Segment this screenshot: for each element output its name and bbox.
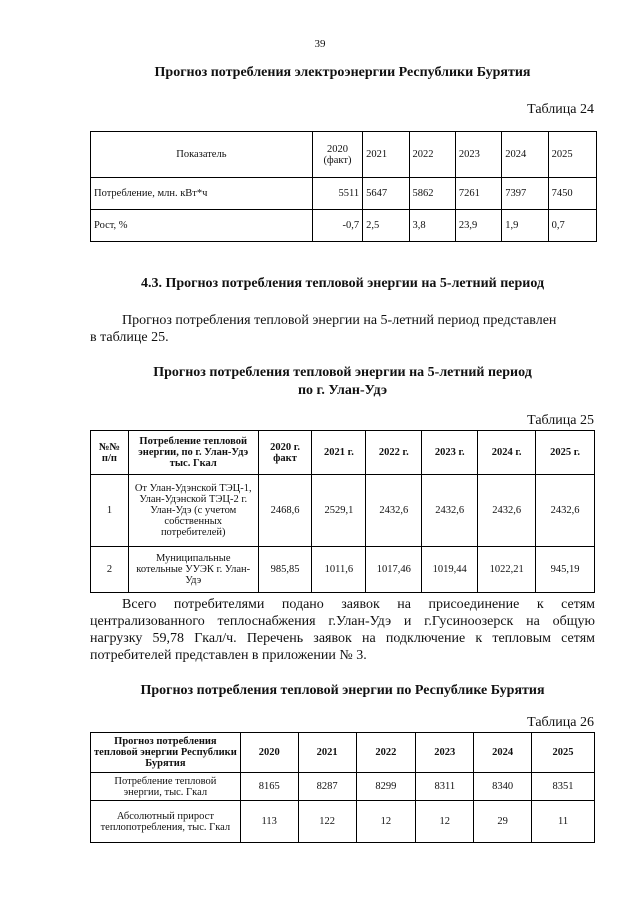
table-24-header-cell: 2023	[455, 132, 501, 178]
table-cell: 29	[474, 801, 532, 843]
table-cell: 1011,6	[312, 547, 366, 593]
table-cell: 7450	[548, 178, 596, 210]
table-24-header-cell: 2025	[548, 132, 596, 178]
table-25-header-cell: 2022 г.	[366, 431, 422, 475]
table-cell: 2529,1	[312, 475, 366, 547]
table-cell: 1022,21	[478, 547, 536, 593]
page-number: 39	[314, 38, 326, 50]
table-cell: 985,85	[258, 547, 312, 593]
title-line: Прогноз потребления тепловой энергии на 5-летний период	[153, 365, 532, 380]
table-cell: 7397	[502, 178, 548, 210]
table-26-header-cell: 2022	[356, 733, 416, 773]
table-26	[90, 732, 595, 843]
table-cell: 12	[416, 801, 474, 843]
table-cell: 1017,46	[366, 547, 422, 593]
table-24-header-cell: 2022	[409, 132, 455, 178]
table-cell: 2432,6	[422, 475, 478, 547]
table-cell: 8311	[416, 773, 474, 801]
table-cell: 0,7	[548, 210, 596, 242]
table-cell: 8165	[240, 773, 298, 801]
table-cell: Потребление, млн. кВт*ч	[91, 178, 313, 210]
table-cell: 8351	[532, 773, 595, 801]
table-cell: 122	[298, 801, 356, 843]
paragraph-line: нагрузку 59,78 Гкал/ч. Перечень заявок на подключение к тепловым сетям	[90, 631, 595, 646]
paragraph-line: Всего потребителями подано заявок на присоединение к сетям	[122, 597, 595, 612]
table-cell: 11	[532, 801, 595, 843]
table-24-header-cell: 2024	[502, 132, 548, 178]
table-cell: Абсолютный прирост теплопотребления, тыс. Гкал	[91, 801, 241, 843]
applications-paragraph	[90, 596, 595, 664]
table-25-header-cell: 2024 г.	[478, 431, 536, 475]
table-25-header-row	[91, 431, 595, 475]
table-cell: 2432,6	[366, 475, 422, 547]
table-cell: -0,7	[312, 210, 362, 242]
paragraph-line: потребителей представлен в приложении № 3.	[90, 648, 367, 663]
table-cell: Потребление тепловой энергии, тыс. Гкал	[91, 773, 241, 801]
table-row	[91, 178, 597, 210]
table-24	[90, 131, 597, 242]
paragraph-line: централизованного теплоснабжения г.Улан-Удэ и г.Гусиноозерск на общую	[90, 614, 595, 629]
heat-forecast-ulan-ude-title	[90, 364, 595, 400]
table-row	[91, 547, 595, 593]
table-cell: 2468,6	[258, 475, 312, 547]
table-26-header-cell: 2023	[416, 733, 474, 773]
intro-line: в таблице 25.	[90, 330, 169, 345]
table-25	[90, 430, 595, 593]
intro-line: Прогноз потребления тепловой энергии на 5-летний период представлен	[122, 313, 557, 328]
table-cell: От Улан-Удэнской ТЭЦ-1, Улан-Удэнской ТЭЦ-2 г. Улан-Удэ (с учетом собственных потребителей)	[128, 475, 258, 547]
electricity-forecast-title: Прогноз потребления электроэнергии Республики Бурятия	[154, 65, 531, 80]
table-26-header-cell: 2025	[532, 733, 595, 773]
table-cell: Рост, %	[91, 210, 313, 242]
table-cell: 5862	[409, 178, 455, 210]
table-cell: 2432,6	[478, 475, 536, 547]
table-cell: Муниципальные котельные УУЭК г. Улан-Удэ	[128, 547, 258, 593]
table-cell: 1,9	[502, 210, 548, 242]
table-26-header-cell: Прогноз потребления тепловой энергии Республики Бурятия	[91, 733, 241, 773]
title-line: по г. Улан-Удэ	[297, 383, 388, 398]
table-25-header-cell: 2025 г.	[536, 431, 595, 475]
table-24-header-row	[91, 132, 597, 178]
table-cell: 8299	[356, 773, 416, 801]
table-24-header-cell: Показатель	[91, 132, 313, 178]
table-cell: 2,5	[363, 210, 409, 242]
table-24-header-cell: 2020 (факт)	[312, 132, 362, 178]
table-cell: 3,8	[409, 210, 455, 242]
table-row	[91, 773, 595, 801]
table-25-header-cell: 2020 г. факт	[258, 431, 312, 475]
table-26-header-cell: 2024	[474, 733, 532, 773]
table-cell: 1	[91, 475, 129, 547]
table-row	[91, 475, 595, 547]
table-cell: 12	[356, 801, 416, 843]
table-cell: 945,19	[536, 547, 595, 593]
table-25-caption: Таблица 25	[527, 413, 594, 428]
table-25-header-cell: 2023 г.	[422, 431, 478, 475]
section-heading-4-3: 4.3. Прогноз потребления тепловой энергии на 5-летний период	[140, 276, 545, 291]
table-cell: 1019,44	[422, 547, 478, 593]
table-cell: 8340	[474, 773, 532, 801]
table-cell: 5647	[363, 178, 409, 210]
table-cell: 113	[240, 801, 298, 843]
table-26-caption: Таблица 26	[527, 715, 594, 730]
table-26-header-cell: 2020	[240, 733, 298, 773]
table-cell: 5511	[312, 178, 362, 210]
intro-paragraph	[90, 312, 595, 346]
table-row	[91, 210, 597, 242]
table-26-header-cell: 2021	[298, 733, 356, 773]
table-cell: 2432,6	[536, 475, 595, 547]
table-cell: 23,9	[455, 210, 501, 242]
heat-forecast-buryatia-title: Прогноз потребления тепловой энергии по Республике Бурятия	[140, 683, 545, 698]
table-cell: 8287	[298, 773, 356, 801]
table-25-header-cell: 2021 г.	[312, 431, 366, 475]
table-cell: 2	[91, 547, 129, 593]
table-25-header-cell: №№ п/п	[91, 431, 129, 475]
table-row	[91, 801, 595, 843]
table-24-header-cell: 2021	[363, 132, 409, 178]
table-24-caption: Таблица 24	[527, 102, 594, 117]
table-25-header-cell: Потребление тепловой энергии, по г. Улан-Удэ тыс. Гкал	[128, 431, 258, 475]
table-cell: 7261	[455, 178, 501, 210]
table-26-header-row	[91, 733, 595, 773]
